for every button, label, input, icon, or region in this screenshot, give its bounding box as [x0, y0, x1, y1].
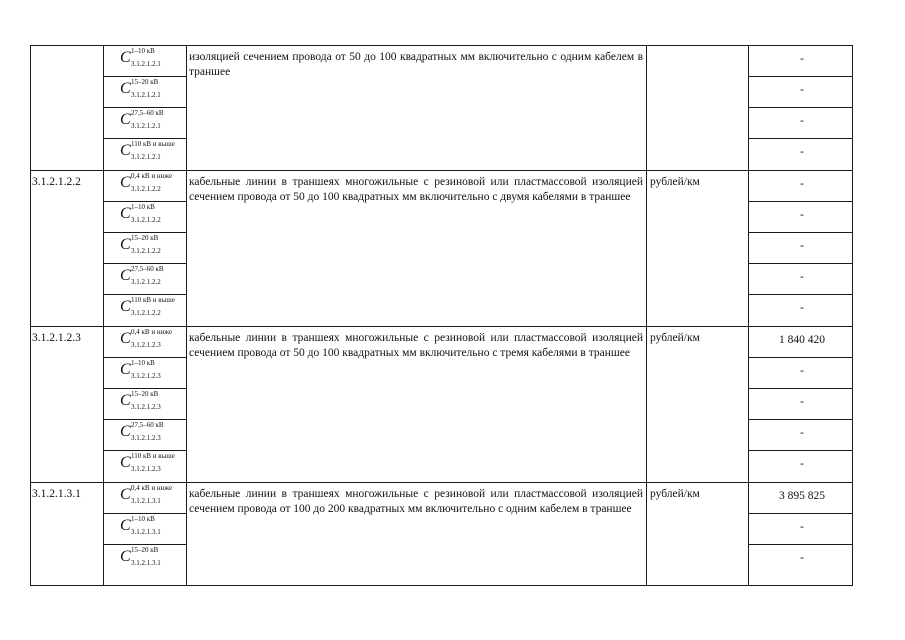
rate-symbol-letter: C	[120, 486, 131, 503]
value-separator	[748, 76, 852, 77]
rate-symbol	[106, 170, 186, 200]
rate-symbol-index: 3.1.2.1.2.1	[131, 153, 161, 161]
value-separator	[748, 388, 852, 389]
rate-symbol-letter: C	[120, 174, 131, 191]
rate-symbol	[106, 45, 186, 75]
rate-symbol-letter: C	[120, 111, 131, 128]
rate-symbol	[106, 107, 186, 137]
rate-symbol-index: 3.1.2.1.3.1	[131, 497, 161, 505]
rate-symbol-index: 3.1.2.1.3.1	[131, 559, 161, 567]
rate-symbol-index: 3.1.2.1.2.3	[131, 372, 161, 380]
rate-value: -	[800, 521, 804, 533]
rate-symbol-voltage: 27,5–60 кВ	[131, 421, 164, 429]
rate-symbol	[106, 201, 186, 231]
value-separator	[748, 107, 852, 108]
rate-value: -	[800, 271, 804, 283]
rate-value: -	[800, 302, 804, 314]
row-code: 3.1.2.1.2.2	[32, 176, 81, 188]
rate-symbol	[106, 482, 186, 512]
rate-symbol-index: 3.1.2.1.2.3	[131, 403, 161, 411]
rate-symbol	[106, 232, 186, 262]
rate-symbol-voltage: 15–20 кВ	[131, 390, 159, 398]
value-separator	[748, 294, 852, 295]
rate-symbol	[106, 76, 186, 106]
rate-symbol-index: 3.1.2.1.2.3	[131, 341, 161, 349]
row-code: 3.1.2.1.3.1	[32, 488, 81, 500]
rate-symbol-letter: C	[120, 298, 131, 315]
rate-symbol-letter: C	[120, 454, 131, 471]
rate-symbol	[106, 419, 186, 449]
rate-symbol-index: 3.1.2.1.2.3	[131, 465, 161, 473]
rate-symbol-index: 3.1.2.1.2.2	[131, 247, 161, 255]
row-unit: рублей/км	[650, 488, 700, 500]
column-line	[748, 45, 749, 585]
rate-symbol-index: 3.1.2.1.2.3	[131, 434, 161, 442]
column-line	[103, 45, 104, 585]
rate-symbol-index: 3.1.2.1.2.2	[131, 309, 161, 317]
value-separator	[748, 357, 852, 358]
rate-symbol-letter: C	[120, 80, 131, 97]
rate-value: -	[800, 53, 804, 65]
value-separator	[748, 544, 852, 545]
rate-value: -	[800, 427, 804, 439]
rate-symbol-letter: C	[120, 49, 131, 66]
value-separator	[748, 513, 852, 514]
value-separator	[748, 450, 852, 451]
rate-symbol-letter: C	[120, 548, 131, 565]
value-separator	[748, 419, 852, 420]
rate-symbol-letter: C	[120, 205, 131, 222]
rate-symbol	[106, 450, 186, 480]
row-description: кабельные линии в траншеях многожильные с резиновой или пластмассовой изоляцией сечением провода от 50 до 100 квадратных мм включительно с тремя кабелями в траншее	[189, 332, 643, 359]
rate-symbol-voltage: 0,4 кВ и ниже	[131, 328, 173, 336]
column-line	[186, 45, 187, 585]
rate-value: -	[800, 552, 804, 564]
rate-value: -	[800, 115, 804, 127]
rate-symbol-voltage: 110 кВ и выше	[131, 452, 175, 460]
row-description: изоляцией сечением провода от 50 до 100 квадратных мм включительно с одним кабелем в траншее	[189, 51, 643, 78]
rate-symbol-index: 3.1.2.1.2.1	[131, 91, 161, 99]
rate-value: -	[800, 458, 804, 470]
rate-symbol-index: 3.1.2.1.2.2	[131, 185, 161, 193]
rate-symbol-voltage: 15–20 кВ	[131, 78, 159, 86]
rate-symbol-voltage: 0,4 кВ и ниже	[131, 172, 173, 180]
rate-symbol-index: 3.1.2.1.2.2	[131, 216, 161, 224]
column-line	[852, 45, 853, 585]
rate-symbol	[106, 513, 186, 543]
rate-symbol-voltage: 15–20 кВ	[131, 546, 159, 554]
rate-symbol-voltage: 110 кВ и выше	[131, 140, 175, 148]
row-description: кабельные линии в траншеях многожильные с резиновой или пластмассовой изоляцией сечением провода от 50 до 100 квадратных мм включительно с двумя кабелями в траншее	[189, 176, 643, 203]
rate-symbol-letter: C	[120, 330, 131, 347]
rate-value: 3 895 825	[779, 490, 825, 502]
rate-symbol	[106, 294, 186, 324]
rate-value: -	[800, 365, 804, 377]
rate-symbol-index: 3.1.2.1.3.1	[131, 528, 161, 536]
rate-symbol-letter: C	[120, 236, 131, 253]
row-code: 3.1.2.1.2.3	[32, 332, 81, 344]
column-line	[646, 45, 647, 585]
rate-symbol-letter: C	[120, 517, 131, 534]
rate-symbol-letter: C	[120, 392, 131, 409]
table-border-bottom	[30, 585, 853, 586]
rate-symbol-index: 3.1.2.1.2.1	[131, 60, 161, 68]
row-unit: рублей/км	[650, 176, 700, 188]
column-line	[30, 45, 31, 585]
row-description: кабельные линии в траншеях многожильные с резиновой или пластмассовой изоляцией сечением провода от 100 до 200 квадратных мм включительно с одним кабелем в траншее	[189, 488, 643, 515]
rate-symbol	[106, 326, 186, 356]
rate-symbol-voltage: 1–10 кВ	[131, 359, 155, 367]
rate-value: -	[800, 209, 804, 221]
rate-symbol-letter: C	[120, 361, 131, 378]
row-unit: рублей/км	[650, 332, 700, 344]
rate-value: -	[800, 178, 804, 190]
rate-value: 1 840 420	[779, 334, 825, 346]
rate-symbol-voltage: 27,5–60 кВ	[131, 109, 164, 117]
rate-symbol-index: 3.1.2.1.2.2	[131, 278, 161, 286]
rate-symbol-voltage: 1–10 кВ	[131, 47, 155, 55]
rate-symbol	[106, 388, 186, 418]
value-separator	[748, 138, 852, 139]
rate-value: -	[800, 146, 804, 158]
rate-symbol-voltage: 27,5–60 кВ	[131, 265, 164, 273]
value-separator	[748, 232, 852, 233]
rate-symbol	[106, 138, 186, 168]
rate-symbol	[106, 357, 186, 387]
rate-value: -	[800, 396, 804, 408]
value-separator	[748, 263, 852, 264]
rate-symbol-voltage: 110 кВ и выше	[131, 296, 175, 304]
rate-symbol	[106, 544, 186, 574]
rate-symbol-voltage: 15–20 кВ	[131, 234, 159, 242]
rate-symbol-letter: C	[120, 142, 131, 159]
rate-symbol-letter: C	[120, 423, 131, 440]
rate-symbol-index: 3.1.2.1.2.1	[131, 122, 161, 130]
rate-value: -	[800, 240, 804, 252]
rate-symbol-voltage: 1–10 кВ	[131, 203, 155, 211]
rate-value: -	[800, 84, 804, 96]
value-separator	[748, 201, 852, 202]
rate-symbol-letter: C	[120, 267, 131, 284]
rate-symbol-voltage: 1–10 кВ	[131, 515, 155, 523]
rate-symbol-voltage: 0,4 кВ и ниже	[131, 484, 173, 492]
rate-symbol	[106, 263, 186, 293]
